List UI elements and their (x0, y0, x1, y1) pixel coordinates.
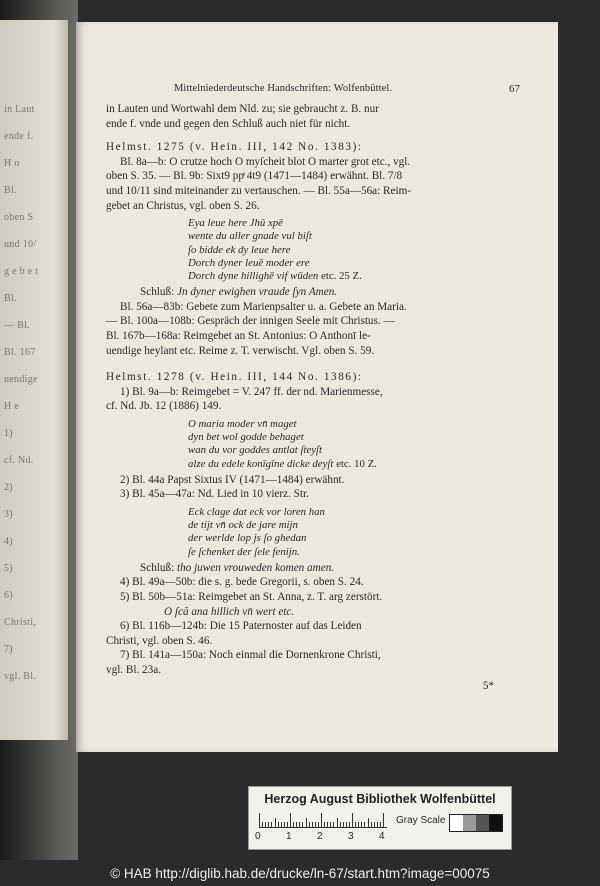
intro-line-1: in Lauten und Wortwahl dem Nld. zu; sie gebraucht z. B. nur (106, 103, 379, 115)
ruler-tick (299, 822, 300, 827)
gray-scale-label: Gray Scale (396, 815, 446, 826)
ruler-number: 3 (348, 831, 354, 842)
ruler-tick (343, 822, 344, 827)
verse-line: de tijt vn̄ ock de jare mijn (188, 519, 298, 532)
previous-page-fragment: 3) (4, 509, 13, 520)
ruler-tick (383, 813, 384, 827)
schluss-label: Schluß: (140, 561, 175, 574)
previous-page-fragment: 7) (4, 644, 13, 655)
ms1278-item: 1) Bl. 9a—b: Reimgebet = V. 247 ff. der nd. Marienmesse, (120, 385, 383, 398)
verse-line: wente du aller gnade vul biſt (188, 230, 312, 243)
page-number: 67 (509, 83, 520, 95)
ruler-tick (265, 822, 266, 827)
verse-line: dyn bet wol godde behaget (188, 431, 304, 444)
sheet-signature: 5* (482, 680, 494, 693)
ruler-tick (281, 822, 282, 827)
copyright-footer: © HAB http://diglib.hab.de/drucke/ln-67/start.htm?image=00075 (110, 866, 490, 881)
ruler-tick (380, 822, 381, 827)
ms1278-item: 5) Bl. 50b—51a: Reimgebet an St. Anna, z. T. arg zerstört. (120, 590, 383, 603)
page-body (106, 102, 520, 694)
ms1275-line: und 10/11 sind miteinander zu vertauschen. — Bl. 55a—56a: Reim- (106, 184, 412, 197)
verse-line-last (188, 458, 520, 471)
ruler-tick (302, 822, 303, 827)
ruler-tick (371, 822, 372, 827)
running-title: Mittelniederdeutsche Handschriften: Wolfenbüttel. (174, 83, 393, 94)
ms1278-item: cf. Nd. Jb. 12 (1886) 149. (106, 400, 222, 413)
verse-line: Dorch dyner leuē moder ere (188, 256, 310, 269)
ms1275-line: Bl. 167b—168a: Reimgebet an St. Antonius: O Anthonī le- (106, 329, 371, 342)
ms1278-item: 3) Bl. 45a—47a: Nd. Lied in 10 vierz. Str. (120, 488, 309, 501)
manuscript-1278-heading: Helmst. 1278 (v. Hein. III, 144 No. 1386): (106, 371, 363, 384)
previous-page-fragment: H e (4, 401, 20, 412)
previous-page-fragment: vgl. Bl. (4, 671, 37, 682)
previous-page-edge (0, 20, 68, 740)
ruler-tick (337, 818, 338, 827)
verse-line-last (188, 270, 520, 283)
verse-line: ſe ſchenket der ſele fenijn. (188, 545, 300, 558)
verse-line: ſo bidde ek dy leue here (188, 243, 291, 256)
ms1278-item: 6) Bl. 116b—124b: Die 15 Paternoster auf das Leiden (120, 620, 362, 633)
previous-page-fragment: 4) (4, 536, 13, 547)
previous-page-fragment: und 10/ (4, 239, 37, 250)
ruler-tick (259, 813, 260, 827)
ms1275-line: uendige heylant etc. Reime z. T. verwischt. Vgl. oben S. 59. (106, 344, 375, 357)
intro-line-2: ende f. vnde und gegen den Schluß auch niet für nicht. (106, 117, 351, 130)
ruler-number: 0 (255, 831, 261, 842)
verse-text: alze du edele konīgīne dicke deyſt (188, 457, 334, 470)
previous-page-fragment: ende f. (4, 131, 34, 142)
ruler-tick (318, 822, 319, 827)
library-color-card (248, 786, 512, 850)
ruler-tick (296, 822, 297, 827)
ruler-tick (268, 822, 269, 827)
ruler-tick (275, 818, 276, 827)
library-name: Herzog August Bibliothek Wolfenbüttel (264, 792, 496, 806)
ruler-tick (293, 822, 294, 827)
ruler-tick (290, 813, 291, 827)
ruler-tick (352, 813, 353, 827)
verse-line: O maria moder vn̄ maget (188, 417, 297, 430)
ms1278-item: 4) Bl. 49a—50b: die s. g. bede Gregorii, s. oben S. 24. (120, 576, 364, 589)
previous-page-fragment: uendige (4, 374, 38, 385)
previous-page-fragment: in Laut (4, 104, 35, 115)
ruler-tick (271, 822, 272, 827)
ruler-tick (312, 822, 313, 827)
scanned-page (76, 22, 558, 752)
scale-ruler (259, 813, 387, 828)
ruler-tick (368, 818, 369, 827)
ms1278-item: vgl. Bl. 23a. (106, 663, 162, 676)
ms1278-item: 2) Bl. 44a Papst Sixtus IV (1471—1484) erwähnt. (120, 473, 345, 486)
ruler-tick (377, 822, 378, 827)
previous-page-fragment: cf. Nd. (4, 455, 34, 466)
ruler-tick (349, 822, 350, 827)
ruler-number: 1 (286, 831, 292, 842)
schluss-text: tho juwen vrouweden komen amen. (176, 561, 335, 574)
schluss-label: Schluß: (140, 286, 175, 299)
ruler-tick (324, 822, 325, 827)
ruler-numbers (255, 831, 395, 843)
ms1275-line: Bl. 56a—83b: Gebete zum Marienpsalter u. a. Gebete an Maria. (120, 300, 407, 313)
previous-page-fragment: — Bl. (4, 320, 30, 331)
verse-block-3 (188, 506, 520, 559)
verse-line: der werlde lop js ſo ghedan (188, 532, 307, 545)
ms1275-line: oben S. 35. — Bl. 9b: Sixt9 ppͤ 4t9 (1471—1484) erwähnt. Bl. 7/8 (106, 170, 403, 183)
ruler-tick (315, 822, 316, 827)
running-head (76, 83, 558, 97)
ms1278-item-verse: O ſcā ana hillich vn̄ wert etc. (164, 605, 295, 618)
ms1275-line: — Bl. 100a—108b: Gespräch der innigen Seele mit Christus. — (106, 315, 395, 328)
ms1275-schluss (140, 285, 520, 300)
ruler-tick (309, 822, 310, 827)
previous-page-fragment: 1) (4, 428, 13, 439)
ruler-tick (340, 822, 341, 827)
ruler-number: 4 (379, 831, 385, 842)
verse-line: Eya leue here Jhū xpē (188, 217, 283, 230)
gray-swatch (463, 815, 476, 831)
ms1278-item: 7) Bl. 141a—150a: Noch einmal die Dornenkrone Christi, (120, 649, 381, 662)
verse-block-2 (188, 418, 520, 471)
ruler-tick (262, 822, 263, 827)
verse-count: etc. 10 Z. (336, 457, 377, 470)
gray-swatch (450, 815, 463, 831)
previous-page-fragment: g e b e t (4, 266, 39, 277)
schluss-text: Jn dyner ewighen vraude ſyn Amen. (176, 286, 338, 299)
verse-line: wan du vor goddes antlat ſteyſt (188, 444, 323, 457)
verse-count: etc. 25 Z. (321, 269, 362, 282)
ruler-tick (287, 822, 288, 827)
ruler-tick (346, 822, 347, 827)
ruler-tick (374, 822, 375, 827)
gray-swatch (489, 815, 502, 831)
previous-page-fragment: 2) (4, 482, 13, 493)
previous-page-fragment: Bl. (4, 293, 17, 304)
ruler-tick (330, 822, 331, 827)
ruler-tick (364, 822, 365, 827)
verse-block-1 (188, 217, 520, 283)
verse-text: Dorch dyne hillighē vif wūden (188, 269, 319, 282)
previous-page-fragment: H o (4, 158, 20, 169)
previous-page-fragment: Bl. (4, 185, 17, 196)
ms1275-line: Bl. 8a—b: O crutze hoch O myſcheit blot O marter grot etc., vgl. (120, 155, 411, 168)
ruler-tick (278, 822, 279, 827)
ruler-tick (333, 822, 334, 827)
manuscript-1275-heading: Helmst. 1275 (v. Hein. III, 142 No. 1383): (106, 141, 363, 154)
previous-page-fragment: Bl. 167 (4, 347, 36, 358)
previous-page-fragment: 5) (4, 563, 13, 574)
ruler-tick (358, 822, 359, 827)
ruler-tick (321, 813, 322, 827)
ruler-tick (355, 822, 356, 827)
gray-scale-swatches (449, 814, 503, 832)
ruler-tick (327, 822, 328, 827)
ms1278-item: Christi, vgl. oben S. 46. (106, 634, 213, 647)
verse-line: Eck clage dat eck vor loren han (188, 505, 325, 518)
previous-page-fragment: Christi, (4, 617, 37, 628)
ms1278-schluss (140, 561, 520, 576)
previous-page-fragment: 6) (4, 590, 13, 601)
ruler-tick (306, 818, 307, 827)
ruler-tick (284, 822, 285, 827)
ruler-tick (361, 822, 362, 827)
ms1275-line: gebet an Christus, vgl. oben S. 26. (106, 199, 260, 212)
ruler-number: 2 (317, 831, 323, 842)
previous-page-fragment: oben S (4, 212, 34, 223)
gray-swatch (476, 815, 489, 831)
